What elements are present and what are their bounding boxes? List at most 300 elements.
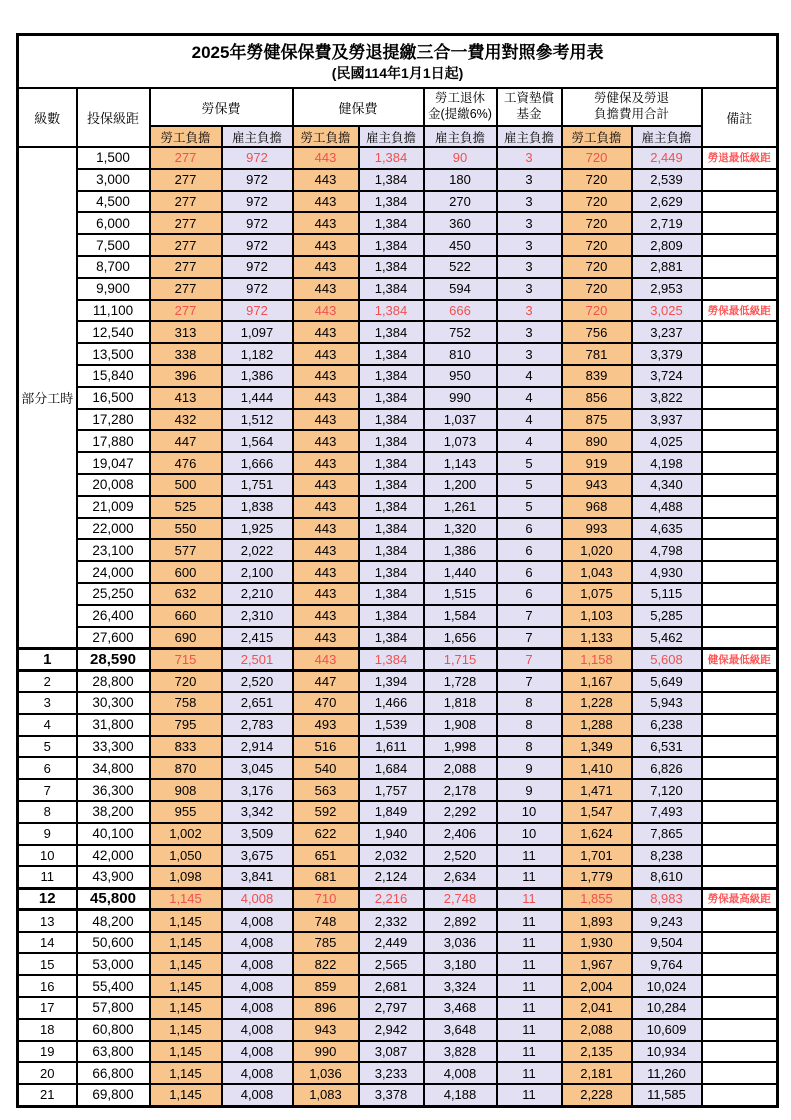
table-row (18, 692, 778, 714)
level-cell: 13 (18, 910, 77, 932)
health-employee-cell: 443 (293, 256, 359, 278)
wage-fund-employer-cell: 5 (497, 496, 562, 518)
bracket-cell: 34,800 (77, 757, 150, 779)
remark-cell (702, 866, 778, 888)
total-employee-cell: 2,228 (562, 1084, 632, 1106)
health-employer-cell: 1,384 (359, 539, 424, 561)
pension-employer-cell: 1,073 (424, 430, 497, 452)
bracket-cell: 28,800 (77, 670, 150, 692)
total-employee-cell: 1,967 (562, 953, 632, 975)
total-employer-cell: 4,798 (632, 539, 702, 561)
bracket-cell: 23,100 (77, 539, 150, 561)
health-employer-cell: 2,332 (359, 910, 424, 932)
pension-employer-cell: 1,656 (424, 627, 497, 649)
remark-cell (702, 583, 778, 605)
labor-employee-cell: 277 (150, 300, 222, 322)
col-header-remark: 備註 (702, 88, 778, 147)
total-employer-cell: 4,340 (632, 474, 702, 496)
remark-cell (702, 1084, 778, 1106)
remark-cell: 健保最低級距 (702, 648, 778, 670)
col-header-health-insurance: 健保費 (293, 88, 424, 126)
bracket-cell: 17,280 (77, 409, 150, 431)
remark-cell (702, 801, 778, 823)
total-employee-cell: 856 (562, 387, 632, 409)
wage-fund-employer-cell: 8 (497, 714, 562, 736)
labor-employee-cell: 870 (150, 757, 222, 779)
total-employee-cell: 1,158 (562, 648, 632, 670)
remark-cell (702, 823, 778, 845)
remark-cell (702, 953, 778, 975)
level-cell: 3 (18, 692, 77, 714)
pension-employer-cell: 1,715 (424, 648, 497, 670)
labor-employer-cell: 972 (222, 212, 293, 234)
health-employer-cell: 1,384 (359, 496, 424, 518)
wage-fund-employer-cell: 4 (497, 409, 562, 431)
pension-label-line2: 金(提繳6%) (428, 107, 492, 121)
total-employee-cell: 1,349 (562, 736, 632, 758)
col-header-wage-fund (497, 88, 562, 126)
labor-employer-cell: 4,008 (222, 1019, 293, 1041)
table-row (18, 365, 778, 387)
remark-cell (702, 714, 778, 736)
remark-cell (702, 496, 778, 518)
total-employee-cell: 1,043 (562, 561, 632, 583)
labor-employee-cell: 1,145 (150, 1084, 222, 1106)
labor-employer-cell: 2,783 (222, 714, 293, 736)
labor-employee-cell: 277 (150, 147, 222, 169)
labor-employee-cell: 1,145 (150, 997, 222, 1019)
labor-employee-cell: 1,145 (150, 1041, 222, 1063)
wage-fund-employer-cell: 10 (497, 823, 562, 845)
pension-employer-cell: 3,180 (424, 953, 497, 975)
total-employer-cell: 6,826 (632, 757, 702, 779)
col-header-labor-insurance: 勞保費 (150, 88, 293, 126)
table-row (18, 387, 778, 409)
total-employee-cell: 919 (562, 452, 632, 474)
total-employer-cell: 3,822 (632, 387, 702, 409)
labor-employer-cell: 3,841 (222, 866, 293, 888)
total-employee-cell: 839 (562, 365, 632, 387)
remark-cell (702, 975, 778, 997)
wage-fund-employer-cell: 7 (497, 670, 562, 692)
subheader-total-employee: 勞工負擔 (562, 126, 632, 147)
health-employer-cell: 1,394 (359, 670, 424, 692)
total-employer-cell: 2,629 (632, 191, 702, 213)
table-row (18, 474, 778, 496)
wage-fund-employer-cell: 3 (497, 169, 562, 191)
labor-employer-cell: 1,512 (222, 409, 293, 431)
table-row (18, 278, 778, 300)
bracket-cell: 33,300 (77, 736, 150, 758)
level-cell: 10 (18, 845, 77, 867)
total-employee-cell: 1,547 (562, 801, 632, 823)
pension-employer-cell: 1,200 (424, 474, 497, 496)
bracket-cell: 9,900 (77, 278, 150, 300)
bracket-cell: 1,500 (77, 147, 150, 169)
health-employee-cell: 443 (293, 212, 359, 234)
total-employer-cell: 4,025 (632, 430, 702, 452)
pension-employer-cell: 2,088 (424, 757, 497, 779)
pension-employer-cell: 2,748 (424, 888, 497, 910)
remark-cell (702, 779, 778, 801)
health-employee-cell: 443 (293, 561, 359, 583)
total-employer-cell: 2,539 (632, 169, 702, 191)
health-employer-cell: 3,087 (359, 1041, 424, 1063)
labor-employer-cell: 2,210 (222, 583, 293, 605)
labor-employee-cell: 313 (150, 321, 222, 343)
total-employee-cell: 1,624 (562, 823, 632, 845)
labor-employer-cell: 1,925 (222, 518, 293, 540)
health-employer-cell: 3,233 (359, 1062, 424, 1084)
table-row (18, 910, 778, 932)
labor-employee-cell: 277 (150, 256, 222, 278)
bracket-cell: 42,000 (77, 845, 150, 867)
total-employee-cell: 2,041 (562, 997, 632, 1019)
total-employer-cell: 8,238 (632, 845, 702, 867)
table-row (18, 866, 778, 888)
pension-employer-cell: 990 (424, 387, 497, 409)
total-employee-cell: 1,471 (562, 779, 632, 801)
total-employee-cell: 993 (562, 518, 632, 540)
total-employer-cell: 7,493 (632, 801, 702, 823)
labor-employer-cell: 4,008 (222, 910, 293, 932)
labor-employer-cell: 4,008 (222, 975, 293, 997)
bracket-cell: 53,000 (77, 953, 150, 975)
table-row (18, 147, 778, 169)
bracket-cell: 8,700 (77, 256, 150, 278)
remark-cell (702, 605, 778, 627)
health-employer-cell: 2,032 (359, 845, 424, 867)
total-employer-cell: 7,120 (632, 779, 702, 801)
pension-employer-cell: 3,468 (424, 997, 497, 1019)
table-row (18, 1041, 778, 1063)
labor-employer-cell: 972 (222, 256, 293, 278)
pension-employer-cell: 3,648 (424, 1019, 497, 1041)
labor-employee-cell: 795 (150, 714, 222, 736)
health-employee-cell: 443 (293, 191, 359, 213)
wage-fund-employer-cell: 3 (497, 343, 562, 365)
pension-employer-cell: 1,143 (424, 452, 497, 474)
level-cell: 9 (18, 823, 77, 845)
labor-employer-cell: 2,651 (222, 692, 293, 714)
remark-cell (702, 518, 778, 540)
total-employer-cell: 2,449 (632, 147, 702, 169)
wage-fund-employer-cell: 4 (497, 387, 562, 409)
table-title-cell (18, 35, 778, 89)
bracket-cell: 38,200 (77, 801, 150, 823)
labor-employee-cell: 600 (150, 561, 222, 583)
wage-fund-employer-cell: 4 (497, 430, 562, 452)
level-cell: 19 (18, 1041, 77, 1063)
remark-cell (702, 191, 778, 213)
health-employer-cell: 1,849 (359, 801, 424, 823)
labor-employer-cell: 3,342 (222, 801, 293, 823)
wage-fund-employer-cell: 9 (497, 779, 562, 801)
wage-fund-employer-cell: 3 (497, 147, 562, 169)
bracket-cell: 45,800 (77, 888, 150, 910)
pension-employer-cell: 90 (424, 147, 497, 169)
total-employer-cell: 3,237 (632, 321, 702, 343)
total-employee-cell: 720 (562, 169, 632, 191)
health-employee-cell: 443 (293, 605, 359, 627)
wage-fund-employer-cell: 10 (497, 801, 562, 823)
total-employee-cell: 1,288 (562, 714, 632, 736)
pension-label-line1: 勞工退休 (434, 91, 485, 106)
health-employee-cell: 943 (293, 1019, 359, 1041)
health-employer-cell: 1,384 (359, 627, 424, 649)
labor-employer-cell: 4,008 (222, 932, 293, 954)
health-employee-cell: 748 (293, 910, 359, 932)
level-cell: 2 (18, 670, 77, 692)
table-row (18, 212, 778, 234)
bracket-cell: 15,840 (77, 365, 150, 387)
wage-fund-employer-cell: 7 (497, 627, 562, 649)
remark-cell (702, 409, 778, 431)
bracket-cell: 3,000 (77, 169, 150, 191)
labor-employer-cell: 3,045 (222, 757, 293, 779)
bracket-cell: 28,590 (77, 648, 150, 670)
labor-employer-cell: 972 (222, 300, 293, 322)
remark-cell (702, 321, 778, 343)
labor-employer-cell: 4,008 (222, 997, 293, 1019)
total-employer-cell: 11,585 (632, 1084, 702, 1106)
health-employer-cell: 1,611 (359, 736, 424, 758)
health-employee-cell: 493 (293, 714, 359, 736)
total-employer-cell: 11,260 (632, 1062, 702, 1084)
wage-fund-employer-cell: 5 (497, 474, 562, 496)
pension-employer-cell: 2,406 (424, 823, 497, 845)
remark-cell (702, 736, 778, 758)
page-title: 2025年勞健保保費及勞退提繳三合一費用對照參考用表 (191, 42, 604, 62)
wage-fund-employer-cell: 3 (497, 300, 562, 322)
total-employer-cell: 8,610 (632, 866, 702, 888)
health-employee-cell: 443 (293, 278, 359, 300)
health-employee-cell: 443 (293, 627, 359, 649)
labor-employee-cell: 396 (150, 365, 222, 387)
bracket-cell: 24,000 (77, 561, 150, 583)
health-employer-cell: 2,124 (359, 866, 424, 888)
total-employee-cell: 720 (562, 278, 632, 300)
total-employer-cell: 6,238 (632, 714, 702, 736)
bracket-cell: 13,500 (77, 343, 150, 365)
wage-fund-employer-cell: 11 (497, 1019, 562, 1041)
labor-employee-cell: 1,145 (150, 1019, 222, 1041)
table-row (18, 452, 778, 474)
labor-employer-cell: 972 (222, 147, 293, 169)
pension-employer-cell: 1,818 (424, 692, 497, 714)
table-row (18, 888, 778, 910)
total-employee-cell: 1,228 (562, 692, 632, 714)
total-employer-cell: 10,284 (632, 997, 702, 1019)
labor-employee-cell: 955 (150, 801, 222, 823)
wage-fund-employer-cell: 6 (497, 539, 562, 561)
table-row (18, 801, 778, 823)
total-employee-cell: 1,410 (562, 757, 632, 779)
bracket-cell: 69,800 (77, 1084, 150, 1106)
table-row (18, 1084, 778, 1106)
bracket-cell: 19,047 (77, 452, 150, 474)
total-label-line2: 負擔費用合計 (593, 107, 669, 121)
remark-cell (702, 757, 778, 779)
labor-employer-cell: 3,509 (222, 823, 293, 845)
health-employer-cell: 2,797 (359, 997, 424, 1019)
health-employer-cell: 1,384 (359, 474, 424, 496)
level-cell: 16 (18, 975, 77, 997)
labor-employee-cell: 632 (150, 583, 222, 605)
total-employer-cell: 9,504 (632, 932, 702, 954)
health-employer-cell: 1,384 (359, 321, 424, 343)
health-employee-cell: 990 (293, 1041, 359, 1063)
total-employer-cell: 3,025 (632, 300, 702, 322)
pension-employer-cell: 594 (424, 278, 497, 300)
table-row (18, 583, 778, 605)
health-employee-cell: 470 (293, 692, 359, 714)
total-employee-cell: 968 (562, 496, 632, 518)
labor-employer-cell: 4,008 (222, 1084, 293, 1106)
total-employee-cell: 1,167 (562, 670, 632, 692)
pension-employer-cell: 3,324 (424, 975, 497, 997)
pension-employer-cell: 2,520 (424, 845, 497, 867)
total-employee-cell: 1,020 (562, 539, 632, 561)
health-employer-cell: 1,384 (359, 583, 424, 605)
labor-employee-cell: 758 (150, 692, 222, 714)
pension-employer-cell: 950 (424, 365, 497, 387)
labor-employer-cell: 2,100 (222, 561, 293, 583)
total-employee-cell: 1,855 (562, 888, 632, 910)
col-header-total (562, 88, 702, 126)
table-body (18, 147, 778, 1106)
table-row (18, 169, 778, 191)
col-header-level: 級數 (18, 88, 77, 147)
labor-employee-cell: 1,098 (150, 866, 222, 888)
pension-employer-cell: 1,908 (424, 714, 497, 736)
total-employer-cell: 9,764 (632, 953, 702, 975)
labor-employee-cell: 277 (150, 191, 222, 213)
bracket-cell: 17,880 (77, 430, 150, 452)
wage-fund-employer-cell: 11 (497, 953, 562, 975)
table-row (18, 430, 778, 452)
wage-fund-employer-cell: 3 (497, 212, 562, 234)
pension-employer-cell: 1,515 (424, 583, 497, 605)
pension-employer-cell: 4,188 (424, 1084, 497, 1106)
wage-fund-employer-cell: 6 (497, 518, 562, 540)
health-employer-cell: 1,384 (359, 300, 424, 322)
health-employer-cell: 1,384 (359, 234, 424, 256)
remark-cell (702, 997, 778, 1019)
total-employee-cell: 1,701 (562, 845, 632, 867)
total-employer-cell: 6,531 (632, 736, 702, 758)
health-employee-cell: 443 (293, 430, 359, 452)
remark-cell (702, 365, 778, 387)
labor-employee-cell: 413 (150, 387, 222, 409)
health-employer-cell: 1,384 (359, 365, 424, 387)
health-employer-cell: 2,216 (359, 888, 424, 910)
remark-cell: 勞保最高級距 (702, 888, 778, 910)
health-employee-cell: 563 (293, 779, 359, 801)
wage-fund-employer-cell: 6 (497, 583, 562, 605)
health-employee-cell: 1,036 (293, 1062, 359, 1084)
total-employee-cell: 1,893 (562, 910, 632, 932)
bracket-cell: 43,900 (77, 866, 150, 888)
total-employee-cell: 2,088 (562, 1019, 632, 1041)
remark-cell (702, 561, 778, 583)
bracket-cell: 63,800 (77, 1041, 150, 1063)
health-employee-cell: 443 (293, 409, 359, 431)
labor-employee-cell: 908 (150, 779, 222, 801)
labor-employee-cell: 833 (150, 736, 222, 758)
labor-employer-cell: 972 (222, 191, 293, 213)
health-employer-cell: 2,449 (359, 932, 424, 954)
total-employer-cell: 5,285 (632, 605, 702, 627)
pension-employer-cell: 752 (424, 321, 497, 343)
labor-employee-cell: 476 (150, 452, 222, 474)
health-employer-cell: 1,384 (359, 409, 424, 431)
total-employee-cell: 890 (562, 430, 632, 452)
total-employer-cell: 4,635 (632, 518, 702, 540)
table-row (18, 736, 778, 758)
health-employee-cell: 822 (293, 953, 359, 975)
table-row (18, 997, 778, 1019)
total-employer-cell: 5,608 (632, 648, 702, 670)
total-employer-cell: 5,649 (632, 670, 702, 692)
remark-cell (702, 845, 778, 867)
labor-employee-cell: 277 (150, 278, 222, 300)
labor-employer-cell: 2,415 (222, 627, 293, 649)
header-group-row (18, 88, 778, 126)
total-employee-cell: 2,004 (562, 975, 632, 997)
total-employer-cell: 4,488 (632, 496, 702, 518)
labor-employee-cell: 525 (150, 496, 222, 518)
labor-employer-cell: 3,675 (222, 845, 293, 867)
total-employee-cell: 1,103 (562, 605, 632, 627)
health-employee-cell: 443 (293, 234, 359, 256)
labor-employee-cell: 690 (150, 627, 222, 649)
total-employee-cell: 875 (562, 409, 632, 431)
subheader-health-employer: 雇主負擔 (359, 126, 424, 147)
table-row (18, 757, 778, 779)
health-employee-cell: 443 (293, 300, 359, 322)
labor-employer-cell: 2,914 (222, 736, 293, 758)
health-employee-cell: 443 (293, 496, 359, 518)
labor-employer-cell: 1,386 (222, 365, 293, 387)
health-employer-cell: 1,384 (359, 387, 424, 409)
pension-employer-cell: 1,320 (424, 518, 497, 540)
remark-cell (702, 627, 778, 649)
table-row (18, 256, 778, 278)
health-employee-cell: 651 (293, 845, 359, 867)
health-employer-cell: 1,384 (359, 191, 424, 213)
health-employee-cell: 447 (293, 670, 359, 692)
total-employer-cell: 4,198 (632, 452, 702, 474)
bracket-cell: 36,300 (77, 779, 150, 801)
labor-employee-cell: 550 (150, 518, 222, 540)
total-employee-cell: 781 (562, 343, 632, 365)
health-employer-cell: 1,384 (359, 169, 424, 191)
wage-fund-employer-cell: 3 (497, 191, 562, 213)
level-cell: 17 (18, 997, 77, 1019)
remark-cell (702, 1041, 778, 1063)
wage-fund-employer-cell: 5 (497, 452, 562, 474)
total-employee-cell: 1,779 (562, 866, 632, 888)
labor-employer-cell: 1,666 (222, 452, 293, 474)
total-employer-cell: 3,379 (632, 343, 702, 365)
pension-employer-cell: 2,634 (424, 866, 497, 888)
wage-fund-label-line1: 工資墊償 (503, 91, 554, 106)
total-employee-cell: 1,133 (562, 627, 632, 649)
remark-cell (702, 278, 778, 300)
bracket-cell: 16,500 (77, 387, 150, 409)
subheader-health-employee: 勞工負擔 (293, 126, 359, 147)
